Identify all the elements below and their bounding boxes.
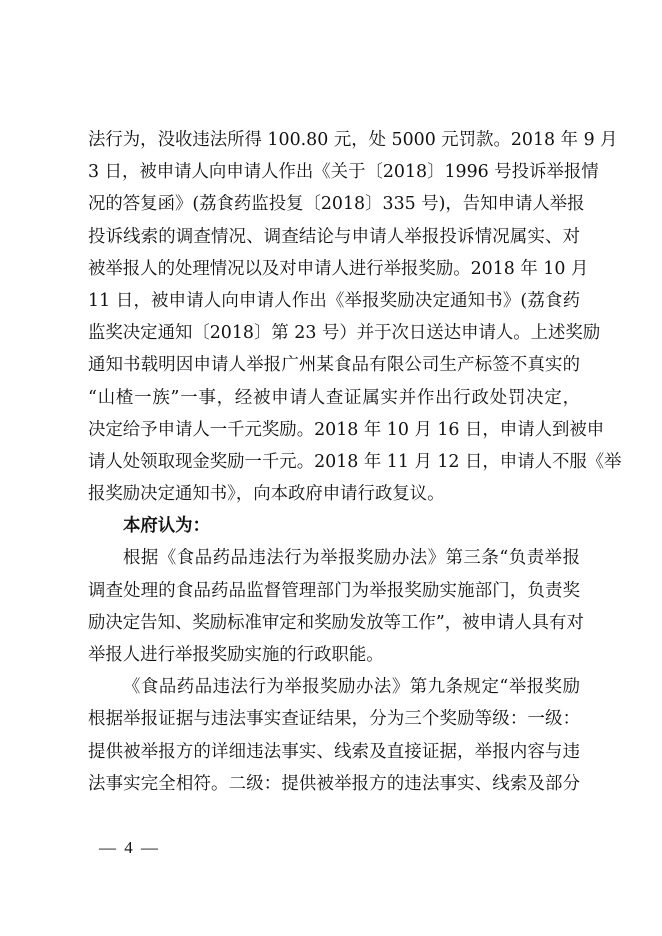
paragraph-1-line: 法行为，没收违法所得 100.80 元，处 5000 元罚款。2018 年 9 月 [88,130,618,150]
paragraph-1-line: 投诉线索的调查情况、调查结论与申请人举报投诉情况属实、对 [88,226,580,247]
paragraph-1-line: 3 日，被申请人向申请人作出《关于〔2018〕1996 号投诉举报情 [88,162,599,183]
paragraph-2-line: 调查处理的食品药品监督管理部门为举报奖励实施部门，负责奖 [88,580,580,601]
paragraph-1-line: 决定给予申请人一千元奖励。2018 年 10 月 16 日，申请人到被申 [88,419,605,440]
paragraph-1-line: 况的答复函》(荔食药监投复〔2018〕335 号)，告知申请人举报 [88,194,585,215]
paragraph-3-line: 提供被举报方的详细违法事实、线索及直接证据，举报内容与违 [88,741,580,762]
page-number: — 4 — [99,838,160,857]
paragraph-1-line: 请人处领取现金奖励一千元。2018 年 11 月 12 日，申请人不服《举 [88,451,622,472]
section-heading: 本府认为： [123,516,210,537]
paragraph-2-line: 举报人进行举报奖励实施的行政职能。 [88,645,384,665]
paragraph-1-line: 11 日，被申请人向申请人作出《举报奖励决定通知书》(荔食药 [88,290,580,311]
paragraph-3-line: 法事实完全相符。二级：提供被举报方的违法事实、线索及部分 [88,773,580,794]
paragraph-3-line: 《食品药品违法行为举报奖励办法》第九条规定“举报奖励 [123,677,580,698]
paragraph-1-line: 报奖励决定通知书》，向本政府申请行政复议。 [88,484,445,505]
paragraph-1-line: 监奖决定通知〔2018〕第 23 号）并于次日送达申请人。上述奖励 [88,323,601,344]
paragraph-2-line: 根据《食品药品违法行为举报奖励办法》第三条“负责举报 [123,548,580,569]
paragraph-1-line: 通知书载明因申请人举报广州某食品有限公司生产标签不真实的 [88,355,580,376]
paragraph-1-line: “山楂一族”一事，经被申请人查证属实并作出行政处罚决定， [88,387,580,408]
paragraph-2-line: 励决定告知、奖励标准审定和奖励发放等工作”，被申请人具有对 [88,612,584,633]
document-body [88,124,622,800]
paragraph-3-line: 根据举报证据与违法事实查证结果，分为三个奖励等级：一级： [88,709,580,730]
paragraph-1-line: 被举报人的处理情况以及对申请人进行举报奖励。2018 年 10 月 [88,258,589,279]
